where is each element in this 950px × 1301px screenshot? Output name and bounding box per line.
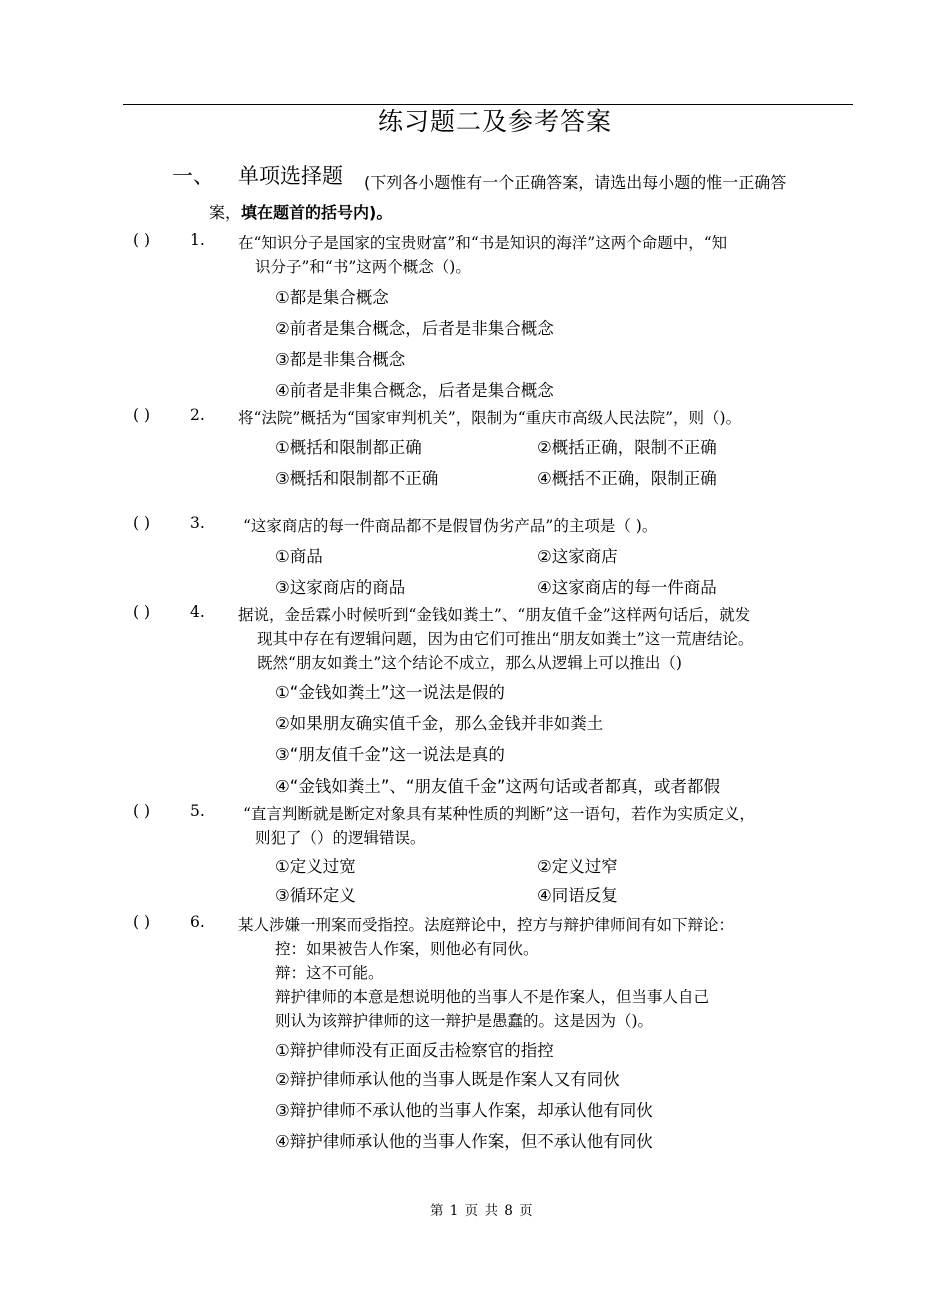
option: ④概括不正确，限制正确 (537, 469, 717, 488)
page-footer: 第 1 页 共 8 页 (430, 1203, 534, 1219)
answer-bracket: ( ) (133, 406, 151, 424)
page-title: 练习题二及参考答案 (378, 107, 613, 136)
option: ③这家商店的商品 (275, 578, 406, 597)
question-stem: 将“法院”概括为“国家审判机关”，限制为“重庆市高级人民法院”，则（)。 (238, 409, 742, 427)
question-stem: 控：如果被告人作案，则他必有同伙。 (275, 940, 539, 958)
question-stem: 则认为该辩护律师的这一辩护是愚蠢的。这是因为（)。 (275, 1012, 654, 1030)
question-stem: 据说，金岳霖小时候听到“金钱如粪土”、“朋友值千金”这样两句话后，就发 (238, 606, 751, 624)
section-instruction: (下列各小题惟有一个正确答案，请选出每小题的惟一正确答 (364, 173, 787, 192)
question-stem: 既然“朋友如粪土”这个结论不成立，那么从逻辑上可以推出（) (257, 654, 682, 672)
answer-bracket: ( ) (133, 514, 151, 532)
option: ①“金钱如粪土”这一说法是假的 (275, 683, 505, 702)
section-instruction-bold: 填在题首的括号内)。 (241, 203, 393, 222)
question-stem: 辩护律师的本意是想说明他的当事人不是作案人，但当事人自己 (275, 988, 710, 1006)
question-number: 2. (190, 406, 205, 424)
question-stem: 辩：这不可能。 (275, 964, 384, 982)
answer-bracket: ( ) (133, 802, 151, 820)
question-stem: 在“知识分子是国家的宝贵财富”和“书是知识的海洋”这两个命题中，“知 (238, 234, 728, 252)
option: ③概括和限制都不正确 (275, 469, 439, 488)
answer-bracket: ( ) (133, 231, 151, 249)
question-number: 5. (190, 802, 205, 820)
option: ④“金钱如粪土”、“朋友值千金”这两句话或者都真，或者都假 (275, 777, 720, 796)
section-title: 单项选择题 (238, 164, 343, 188)
option: ②这家商店 (537, 547, 618, 566)
option: ①定义过宽 (275, 857, 356, 876)
option: ③循环定义 (275, 886, 356, 905)
question-stem: “直言判断就是断定对象具有某种性质的判断”这一语句，若作为实质定义， (243, 805, 755, 823)
option: ③“朋友值千金”这一说法是真的 (275, 745, 505, 764)
question-number: 6. (190, 913, 205, 931)
option: ①商品 (275, 547, 323, 566)
option: ④这家商店的每一件商品 (537, 578, 717, 597)
question-number: 1. (190, 231, 205, 249)
option: ②概括正确，限制不正确 (537, 438, 717, 457)
option: ①概括和限制都正确 (275, 438, 422, 457)
question-stem: 现其中存在有逻辑问题，因为由它们可推出“朋友如粪土”这一荒唐结论。 (257, 630, 754, 648)
section-instruction-plain: 案， (209, 203, 242, 222)
option: ④前者是非集合概念，后者是集合概念 (275, 381, 554, 400)
option: ②如果朋友确实值千金，那么金钱并非如粪土 (275, 714, 604, 733)
section-number: 一、 (172, 164, 214, 188)
option: ④辩护律师承认他的当事人作案，但不承认他有同伙 (275, 1132, 653, 1151)
question-stem: 某人涉嫌一刑案而受指控。法庭辩论中，控方与辩护律师间有如下辩论： (238, 916, 735, 934)
question-stem: 则犯了（）的逻辑错误。 (255, 829, 426, 847)
question-number: 4. (190, 603, 205, 621)
question-stem: 识分子”和“书”这两个概念（)。 (255, 258, 471, 276)
answer-bracket: ( ) (133, 913, 151, 931)
option: ③都是非集合概念 (275, 350, 406, 369)
question-number: 3. (190, 514, 205, 532)
option: ②定义过窄 (537, 857, 618, 876)
question-stem: “这家商店的每一件商品都不是假冒伪劣产品”的主项是（ )。 (243, 517, 658, 535)
section-instruction-continued (209, 200, 392, 223)
option: ④同语反复 (537, 886, 618, 905)
option: ③辩护律师不承认他的当事人作案，却承认他有同伙 (275, 1101, 653, 1120)
option: ①辩护律师没有正面反击检察官的指控 (275, 1041, 554, 1060)
option: ①都是集合概念 (275, 288, 389, 307)
answer-bracket: ( ) (133, 603, 151, 621)
option: ②辩护律师承认他的当事人既是作案人又有同伙 (275, 1070, 620, 1089)
option: ②前者是集合概念，后者是非集合概念 (275, 319, 554, 338)
